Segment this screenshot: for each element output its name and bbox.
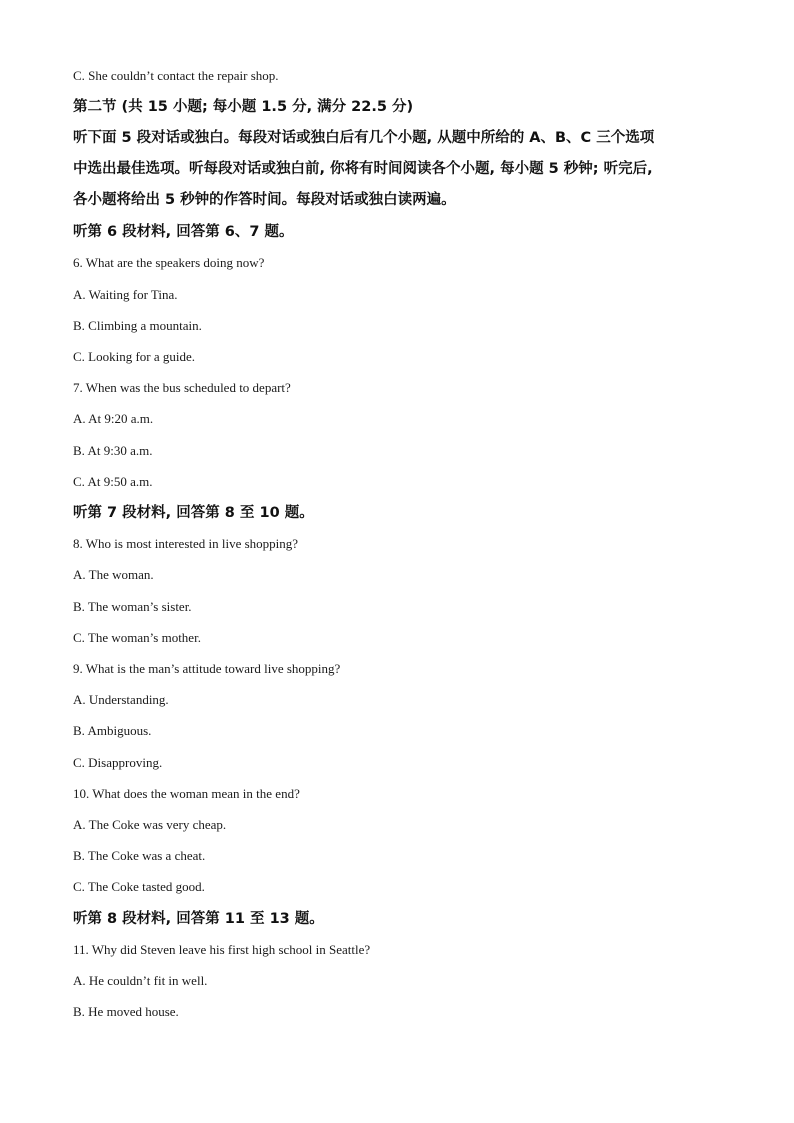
option-6a: A. Waiting for Tina. <box>73 287 178 302</box>
option-6c: C. Looking for a guide. <box>73 349 196 364</box>
option-8b: B. The woman’s sister. <box>73 599 192 614</box>
option-7b: B. At 9:30 a.m. <box>73 443 153 458</box>
option-10c: C. The Coke tasted good. <box>73 879 205 894</box>
option-8a: A. The woman. <box>73 567 154 582</box>
passage-8-heading: 听第 8 段材料, 回答第 11 至 13 题。 <box>73 911 324 927</box>
option-8c: C. The woman’s mother. <box>73 630 201 645</box>
instructions-line-3: 各小题将给出 5 秒钟的作答时间。每段对话或独白读两遍。 <box>73 192 456 208</box>
option-10a: A. The Coke was very cheap. <box>73 817 227 832</box>
option-9a: A. Understanding. <box>73 692 169 707</box>
option-11b: B. He moved house. <box>73 1004 179 1019</box>
option-6b: B. Climbing a mountain. <box>73 318 202 333</box>
passage-6-heading: 听第 6 段材料, 回答第 6、7 题。 <box>73 224 294 240</box>
passage-7-heading: 听第 7 段材料, 回答第 8 至 10 题。 <box>73 505 314 521</box>
instructions-line-2: 中选出最佳选项。听每段对话或独白前, 你将有时间阅读各个小题, 每小题 5 秒钟; 听完后, <box>73 161 653 177</box>
option-7c: C. At 9:50 a.m. <box>73 474 153 489</box>
section-2-heading: 第二节 (共 15 小题; 每小题 1.5 分, 满分 22.5 分) <box>73 99 414 115</box>
option-5c: C. She couldn’t contact the repair shop. <box>73 68 279 83</box>
question-10: 10. What does the woman mean in the end? <box>73 786 300 801</box>
question-11: 11. Why did Steven leave his first high school in Seattle? <box>73 942 371 957</box>
option-11a: A. He couldn’t fit in well. <box>73 973 208 988</box>
question-9: 9. What is the man’s attitude toward live shopping? <box>73 661 341 676</box>
option-7a: A. At 9:20 a.m. <box>73 411 154 426</box>
question-6: 6. What are the speakers doing now? <box>73 255 265 270</box>
option-9c: C. Disapproving. <box>73 755 163 770</box>
option-9b: B. Ambiguous. <box>73 723 152 738</box>
question-8: 8. Who is most interested in live shopping? <box>73 536 299 551</box>
instructions-line-1: 听下面 5 段对话或独白。每段对话或独白后有几个小题, 从题中所给的 A、B、C 三个选项 <box>73 130 655 146</box>
question-7: 7. When was the bus scheduled to depart? <box>73 380 291 395</box>
option-10b: B. The Coke was a cheat. <box>73 848 206 863</box>
